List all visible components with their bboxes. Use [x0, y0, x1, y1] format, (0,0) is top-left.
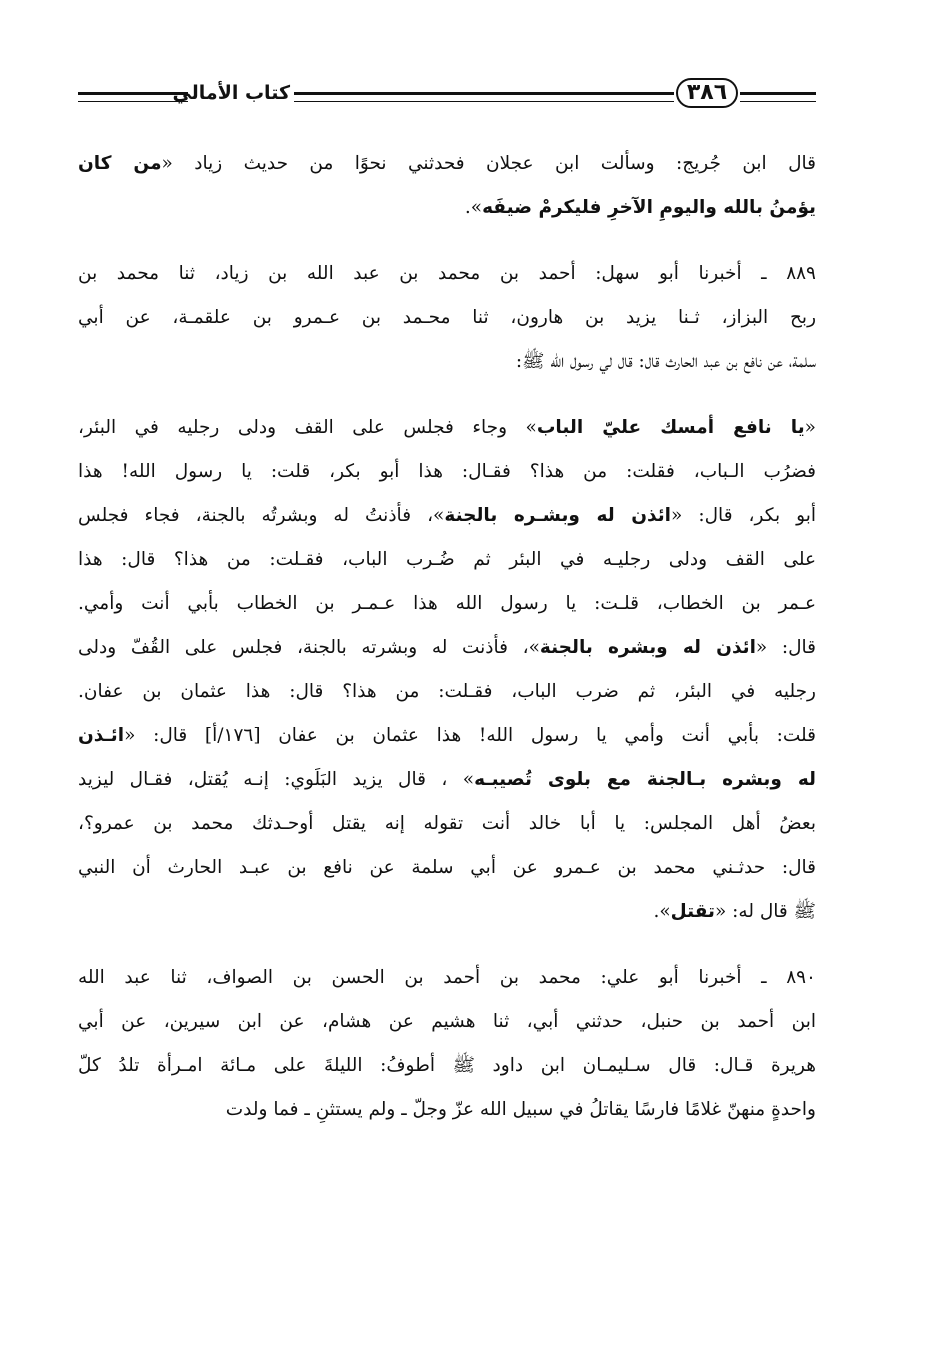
- text-run: ».: [464, 197, 483, 218]
- bold-quote: له وبشره بـالجنة مع بلوى تُصيبـه: [474, 769, 816, 790]
- text-run: ﷺ قال له: «: [714, 901, 816, 922]
- text-line: [78, 1000, 816, 1044]
- text-run: واحدةٍ منهنّ غلامًا فارسًا يقاتلُ في سبيل الله عزّ وجلّ ـ ولم يستثنِ ـ فما ولدت: [225, 1099, 816, 1120]
- text-run: هريرة قـال: قال سـليمـان ابن داود ﷺ أطوفُ: الليلةَ على مـائة امـرأة تلدُ كلّ: [78, 1055, 816, 1076]
- text-run: ابن أحمد بن حنبل، حدثني أبي، ثنا هشيم عن هشام، عن ابن سيرين، عن أبي: [78, 1011, 816, 1032]
- text-run: «: [804, 417, 816, 438]
- text-run: فضرُب الـباب، فقلت: من هذا؟ فقـال: هذا أبو بكر، قلت: يا رسول الله! هذا: [78, 461, 816, 482]
- bold-quote: يؤمنُ بالله واليومِ الآخرِ فليكرمْ ضيفَه: [482, 197, 816, 218]
- text-run: بعضُ أهل المجلس: يا أبا خالد أنت تقوله إنه يقتل أوحـدثك محمد بن عمرو؟،: [78, 813, 816, 834]
- text-line: [78, 1088, 816, 1132]
- paragraph: [78, 956, 816, 1132]
- bold-quote: ائذن له وبشره بالجنة: [539, 637, 756, 658]
- body-text: [78, 142, 816, 1132]
- text-run: رجليه في البئر، ثم ضرب الباب، فقـلت: من هذا؟ قال: هذا عثمان بن عفان.: [78, 681, 816, 702]
- text-run: ».: [653, 901, 671, 922]
- paragraph-gap: [78, 230, 816, 252]
- text-line: [78, 450, 816, 494]
- bold-quote: ائـذن: [78, 725, 125, 746]
- paragraph: [78, 406, 816, 934]
- header-rule-right: [740, 92, 816, 102]
- text-run: » وجاء فجلس على القف ودلى رجليه في البئر،: [78, 417, 537, 438]
- text-run: ٨٩٠ ـ أخبرنا أبو علي: محمد بن أحمد بن الحسن بن الصواف، ثنا عبد الله: [78, 967, 816, 988]
- text-run: ربح البزاز، ثـنا يزيد بن هارون، ثنا محـمد بن عـمرو بن علقمـة، عن أبي: [78, 307, 816, 328]
- bold-quote: من كان: [78, 153, 162, 174]
- text-line: [78, 582, 816, 626]
- text-run: سلمة، عن نافع بن عبد الحارث قال: قال لي رسول الله ﷺ:: [515, 351, 816, 372]
- text-line: [78, 758, 816, 802]
- text-line: [78, 846, 816, 890]
- text-line: [78, 340, 816, 384]
- text-run: »، فأذنتُ له وبشرتُه بالجنة، فجاء فجلس: [78, 505, 445, 526]
- text-line: [78, 890, 816, 934]
- text-line: [78, 714, 816, 758]
- paragraph: [78, 142, 816, 230]
- paragraph-gap: [78, 384, 816, 406]
- text-run: »، فأذنت له وبشرته بالجنة، فجلس على القُفّ ودلى: [78, 637, 540, 658]
- bold-quote: ائذن له وبشـره بالجنة: [444, 505, 672, 526]
- text-line: [78, 252, 816, 296]
- text-line: [78, 406, 816, 450]
- page-header: [72, 74, 817, 120]
- text-line: [78, 494, 816, 538]
- text-line: [78, 296, 816, 340]
- text-run: قلت: بأبي أنت وأمي يا رسول الله! هذا عثمان بن عفان [١٧٦/أ] قال: «: [124, 725, 816, 746]
- text-run: على القف ودلى رجليـه في البئر ثم ضُـرب الباب، فقـلت: من هذا؟ قال: هذا: [78, 549, 816, 570]
- text-line: [78, 1044, 816, 1088]
- text-line: [78, 670, 816, 714]
- paragraph-gap: [78, 934, 816, 956]
- text-line: [78, 142, 816, 186]
- text-line: [78, 186, 816, 230]
- text-run: » ، قال يزيد البَلَوي: إنـه يُقتل، فقـال ليزيد: [78, 769, 475, 790]
- text-run: عـمر بن الخطاب، قلـت: يا رسول الله هذا عـمـر بن الخطاب بأبي أنت وأمي.: [78, 593, 816, 614]
- text-line: [78, 802, 816, 846]
- paragraph: [78, 252, 816, 384]
- book-title: كتاب الأمالي: [172, 82, 290, 104]
- text-run: قال: «: [755, 637, 816, 658]
- bold-quote: يا نافع أمسك عليّ الباب: [536, 417, 805, 438]
- bold-quote: تقتل: [670, 901, 715, 922]
- page-number: ٣٨٦: [676, 78, 738, 108]
- text-run: أبو بكر، قال: «: [671, 505, 816, 526]
- text-run: قال: حدثـني محمد بن عـمرو عن أبي سلمة عن نافع بن عبـد الحارث أن النبي: [78, 857, 816, 878]
- text-line: [78, 956, 816, 1000]
- text-line: [78, 538, 816, 582]
- text-line: [78, 626, 816, 670]
- text-run: قال ابن جُريج: وسألت ابن عجلان فحدثني نحوًا من حديث زياد «: [161, 153, 816, 174]
- text-run: ٨٨٩ ـ أخبرنا أبو سهل: أحمد بن محمد بن عبد الله بن زياد، ثنا محمد بن: [78, 263, 816, 284]
- header-rule-middle: [294, 92, 674, 102]
